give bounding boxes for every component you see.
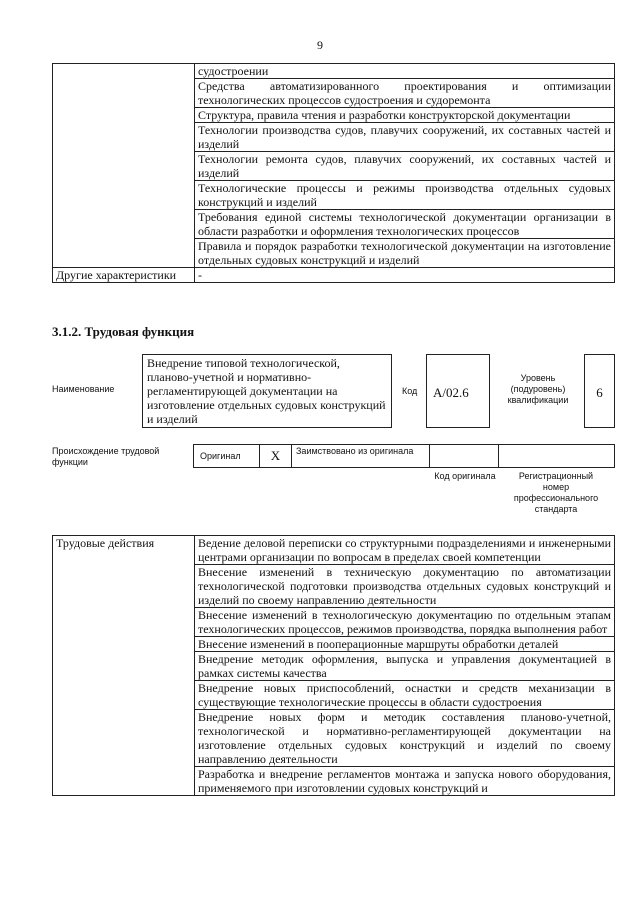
level-value-box: 6	[584, 354, 615, 428]
table-cell: Технологические процессы и режимы производства отдельных судовых конструкций и изделий	[195, 181, 615, 210]
origin-code-cell	[429, 444, 499, 468]
function-name-box: Внедрение типовой технологической, планово-учетной и нормативно-регламентирующей документации на изготовление отдельных судовых конструкций и изделий	[142, 354, 392, 428]
table-cell: судостроении	[195, 64, 615, 79]
code-value-box: А/02.6	[426, 354, 490, 428]
origin-label: Происхождение трудовой функции	[52, 446, 160, 467]
name-label: Наименование	[52, 384, 115, 394]
original-mark: X	[259, 444, 292, 468]
table-cell: Правила и порядок разработки технологической документации на изготовление отдельных судовых конструкций и изделий	[195, 239, 615, 268]
table-cell: Разработка и внедрение регламентов монтажа и запуска нового оборудования, применяемого при изготовлении судовых конструкций и	[195, 767, 615, 796]
origin-reg-cell	[498, 444, 615, 468]
borrowed-label: Заимствовано из оригинала	[291, 444, 430, 468]
table-row	[53, 536, 615, 565]
table-cell: Требования единой системы технологической документации организации в области разработки и оформления технологических процессов	[195, 210, 615, 239]
original-label: Оригинал	[200, 451, 241, 461]
table-cell: Структура, правила чтения и разработки конструкторской документации	[195, 108, 615, 123]
table-row	[53, 268, 615, 283]
labor-actions-table	[52, 535, 615, 796]
table-row	[53, 64, 615, 79]
table-cell-label: Другие характеристики	[53, 268, 195, 283]
table-cell: Технологии ремонта судов, плавучих сооружений, их составных частей и изделий	[195, 152, 615, 181]
table-cell: Ведение деловой переписки со структурными подразделениями и инженерными центрами организации по вопросам в пределах своей компетенции	[195, 536, 615, 565]
table-cell: Технологии производства судов, плавучих сооружений, их составных частей и изделий	[195, 123, 615, 152]
table-cell: Средства автоматизированного проектирования и оптимизации технологических процессов судостроения и судоремонта	[195, 79, 615, 108]
table-cell: Внедрение новых форм и методик составления планово-учетной, технологической и нормативно-регламентирующей документации на изготовление отдельных судовых конструкций и изделий по своему направлению деятельности	[195, 710, 615, 767]
table-cell: Внедрение новых приспособлений, оснастки и средств механизации в существующие технологические процессы в области судостроения	[195, 681, 615, 710]
page-number: 9	[317, 38, 323, 52]
table-cell: Внесение изменений в техническую документацию по автоматизации технологической подготовки производства отдельных судовых конструкций и изделий по своему направлению деятельности	[195, 565, 615, 608]
reg-caption: Регистрационный номер профессионального стандарта	[513, 471, 599, 514]
table-cell-left-empty	[53, 64, 195, 268]
table-cell: Внесение изменений в технологическую документацию по отдельным этапам технологических процессов, режимов производства, порядка выполнения работ	[195, 608, 615, 637]
labor-actions-label: Трудовые действия	[53, 536, 195, 796]
level-label: Уровень (подуровень) квалификации	[507, 373, 569, 405]
table-cell: Внедрение методик оформления, выпуска и управления документацией в рамках системы качества	[195, 652, 615, 681]
knowledge-table	[52, 63, 615, 283]
code-caption: Код оригинала	[434, 471, 496, 481]
section-title: 3.1.2. Трудовая функция	[52, 324, 195, 339]
origin-original-cell	[193, 444, 260, 468]
table-cell: Внесение изменений в пооперационные маршруты обработки деталей	[195, 637, 615, 652]
table-cell: -	[195, 268, 615, 283]
code-label: Код	[402, 386, 418, 396]
